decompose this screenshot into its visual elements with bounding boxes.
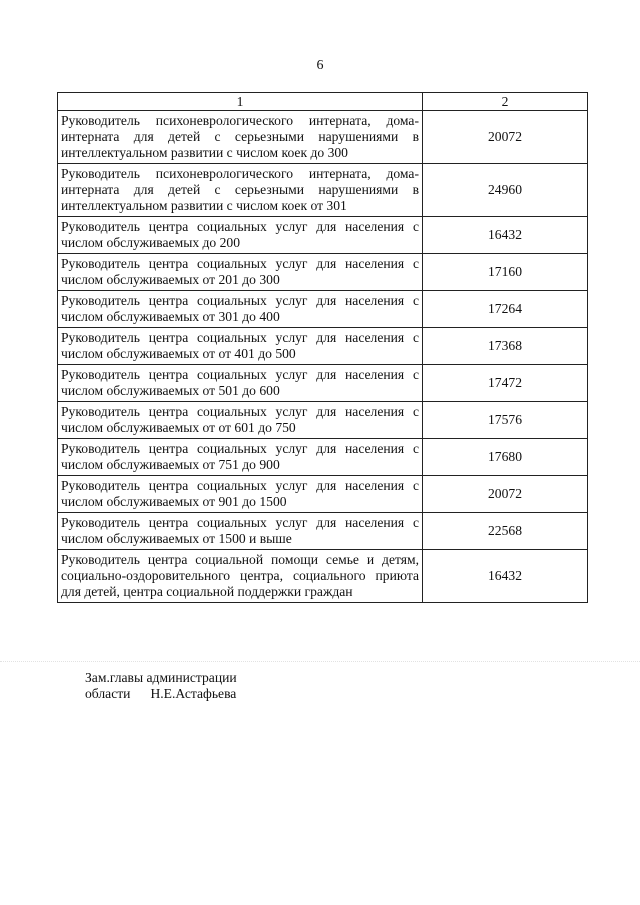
table-row — [58, 217, 588, 254]
table-row — [58, 550, 588, 603]
salary-value-cell: 24960 — [423, 164, 588, 217]
table-row — [58, 164, 588, 217]
table-row — [58, 254, 588, 291]
position-title-cell: Руководитель центра социальных услуг для населения с числом обслуживаемых от 1500 и выше — [58, 513, 423, 550]
position-title-cell: Руководитель психоневрологического интерната, дома-интерната для детей с серьезными нарушениями в интеллектуальном развитии с числом коек от 301 — [58, 164, 423, 217]
salary-value-cell: 17680 — [423, 439, 588, 476]
scan-artifact-line — [0, 661, 640, 663]
signature-position-region: области — [85, 686, 131, 701]
salary-value-cell: 17264 — [423, 291, 588, 328]
salary-value-cell: 17576 — [423, 402, 588, 439]
salary-value-cell: 17160 — [423, 254, 588, 291]
table-row — [58, 111, 588, 164]
table-row — [58, 513, 588, 550]
salary-value-cell: 16432 — [423, 217, 588, 254]
salary-value-cell: 17472 — [423, 365, 588, 402]
table-row — [58, 476, 588, 513]
position-title-cell: Руководитель центра социальных услуг для населения с числом обслуживаемых от 751 до 900 — [58, 439, 423, 476]
salary-value-cell: 22568 — [423, 513, 588, 550]
signature-name: Н.Е.Астафьева — [150, 686, 237, 701]
table-row — [58, 328, 588, 365]
position-title-cell: Руководитель центра социальной помощи семье и детям, социально-оздоровительного центра, социального приюта для детей, центра социальной поддержки граждан — [58, 550, 423, 603]
column-header-2: 2 — [423, 93, 588, 111]
position-title-cell: Руководитель центра социальных услуг для населения с числом обслуживаемых от 501 до 600 — [58, 365, 423, 402]
page-number: 6 — [316, 58, 324, 73]
signature-position-line2 — [85, 686, 237, 702]
table-row — [58, 365, 588, 402]
table-row — [58, 291, 588, 328]
position-title-cell: Руководитель центра социальных услуг для населения с числом обслуживаемых от 201 до 300 — [58, 254, 423, 291]
table-row — [58, 439, 588, 476]
position-title-cell: Руководитель центра социальных услуг для населения с числом обслуживаемых до 200 — [58, 217, 423, 254]
signature-position-line1: Зам.главы администрации — [85, 670, 237, 685]
position-title-cell: Руководитель психоневрологического интерната, дома-интерната для детей с серьезными нарушениями в интеллектуальном развитии с числом коек до 300 — [58, 111, 423, 164]
salary-value-cell: 16432 — [423, 550, 588, 603]
salary-value-cell: 20072 — [423, 476, 588, 513]
position-title-cell: Руководитель центра социальных услуг для населения с числом обслуживаемых от от 601 до 750 — [58, 402, 423, 439]
position-title-cell: Руководитель центра социальных услуг для населения с числом обслуживаемых от от 401 до 500 — [58, 328, 423, 365]
column-header-1: 1 — [58, 93, 423, 111]
position-title-cell: Руководитель центра социальных услуг для населения с числом обслуживаемых от 901 до 1500 — [58, 476, 423, 513]
signature-block — [85, 670, 237, 702]
salary-value-cell: 17368 — [423, 328, 588, 365]
position-title-cell: Руководитель центра социальных услуг для населения с числом обслуживаемых от 301 до 400 — [58, 291, 423, 328]
salary-value-cell: 20072 — [423, 111, 588, 164]
table-row — [58, 402, 588, 439]
table-header-row — [58, 93, 588, 111]
salary-table — [57, 92, 588, 603]
